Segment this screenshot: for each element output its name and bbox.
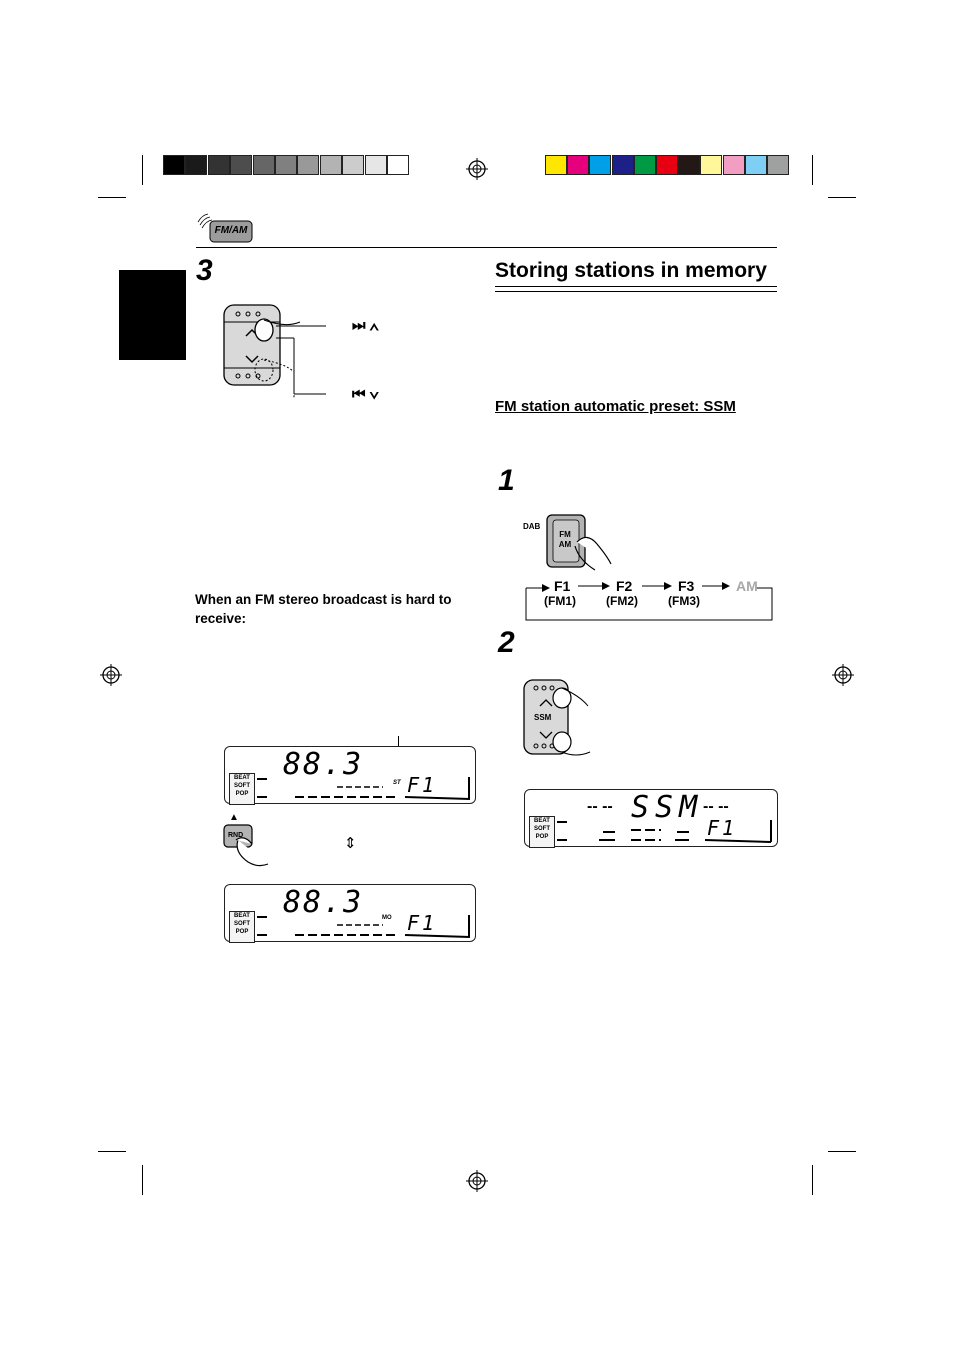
ssm-control-illustration [518, 676, 598, 768]
step-number-3: 3 [196, 254, 213, 287]
title-double-rule [495, 286, 777, 292]
dab-label: DAB [523, 522, 541, 531]
registration-target-icon [466, 1170, 488, 1192]
language-tab [119, 270, 186, 360]
fm-am-mode-icon [196, 212, 254, 244]
lcd-segments [255, 775, 473, 801]
badge-pop: POP [235, 791, 249, 797]
ssm-dashes: -- -- [587, 798, 613, 815]
stereo-indicator: ST [393, 780, 401, 786]
crop-mark [98, 197, 126, 198]
ssm-readout: SSM [631, 790, 704, 825]
sound-mode-badge [229, 773, 255, 805]
color-swatch [745, 155, 767, 175]
gray-swatch [342, 155, 364, 175]
ssm-button[interactable]: SSM [534, 713, 552, 722]
step-number-1: 1 [498, 464, 515, 497]
header-rule [196, 247, 777, 248]
band-f3: F3 [678, 578, 695, 594]
gray-swatch [297, 155, 319, 175]
crop-mark [98, 1151, 126, 1152]
color-swatch [678, 155, 700, 175]
band-readout: F1 [707, 816, 738, 840]
crop-mark [812, 155, 813, 185]
up-button-label: ⏭ ∧ [352, 317, 379, 334]
gray-swatch [365, 155, 387, 175]
callout-lines [276, 318, 356, 398]
band-am: AM [736, 578, 758, 594]
badge-beat: BEAT [234, 775, 250, 781]
eject-icon: ▲ [229, 812, 239, 823]
crop-mark [812, 1165, 813, 1195]
crop-mark [142, 155, 143, 185]
fm-am-icon-label: FM/AM [214, 225, 248, 236]
crop-mark [142, 1165, 143, 1195]
frequency-readout: 88.3 [283, 885, 364, 920]
gray-swatch [163, 155, 185, 175]
registration-target-icon [466, 158, 488, 180]
band-fm2: (FM2) [606, 594, 638, 608]
registration-target-icon [100, 664, 122, 686]
down-button-label: ⏮ ∨ [352, 386, 379, 403]
toggle-arrow-icon: ⇕ [344, 835, 357, 852]
band-f2: F2 [616, 578, 633, 594]
fm-label: FM [559, 530, 571, 539]
sound-mode-badge [229, 911, 255, 943]
gray-swatch [253, 155, 275, 175]
crop-mark [828, 197, 856, 198]
color-swatch [767, 155, 789, 175]
badge-pop: POP [535, 834, 549, 840]
gray-swatch [387, 155, 409, 175]
color-swatch [634, 155, 656, 175]
mono-indicator: MO [382, 915, 392, 921]
band-readout: F1 [407, 911, 438, 935]
section-title: Storing stations in memory [495, 259, 767, 282]
lcd-segments [255, 913, 473, 939]
gray-swatch [230, 155, 252, 175]
color-swatch [567, 155, 589, 175]
fm-stereo-note-heading: When an FM stereo broadcast is hard to receive: [195, 592, 452, 626]
color-swatch [723, 155, 745, 175]
gray-swatch [275, 155, 297, 175]
ssm-subtitle: FM station automatic preset: SSM [495, 398, 736, 415]
ssm-dashes: -- -- [703, 798, 729, 815]
band-readout: F1 [407, 773, 438, 797]
badge-soft: SOFT [234, 783, 250, 789]
lcd-display-mono [224, 884, 476, 942]
lcd-display-stereo [224, 746, 476, 804]
registration-target-icon [832, 664, 854, 686]
rnd-button-illustration [222, 822, 274, 870]
crop-mark [828, 1151, 856, 1152]
step-number-2: 2 [498, 626, 515, 659]
color-swatch [589, 155, 611, 175]
color-swatch [545, 155, 567, 175]
color-swatch [612, 155, 634, 175]
band-f1: F1 [554, 578, 571, 594]
gray-swatch [208, 155, 230, 175]
gray-swatch [185, 155, 207, 175]
frequency-readout: 88.3 [283, 747, 364, 782]
lcd-display-ssm [524, 789, 778, 847]
badge-soft: SOFT [234, 921, 250, 927]
lcd-segments [555, 818, 775, 844]
band-fm1: (FM1) [544, 594, 576, 608]
gray-swatch [320, 155, 342, 175]
am-label: AM [558, 540, 572, 549]
rnd-button[interactable]: RND [228, 832, 244, 839]
badge-beat: BEAT [234, 913, 250, 919]
sound-mode-badge [529, 816, 555, 848]
badge-beat: BEAT [534, 818, 550, 824]
badge-pop: POP [235, 929, 249, 935]
band-fm3: (FM3) [668, 594, 700, 608]
badge-soft: SOFT [534, 826, 550, 832]
fm-am-button[interactable] [553, 530, 577, 550]
color-swatch [656, 155, 678, 175]
color-swatch [700, 155, 722, 175]
